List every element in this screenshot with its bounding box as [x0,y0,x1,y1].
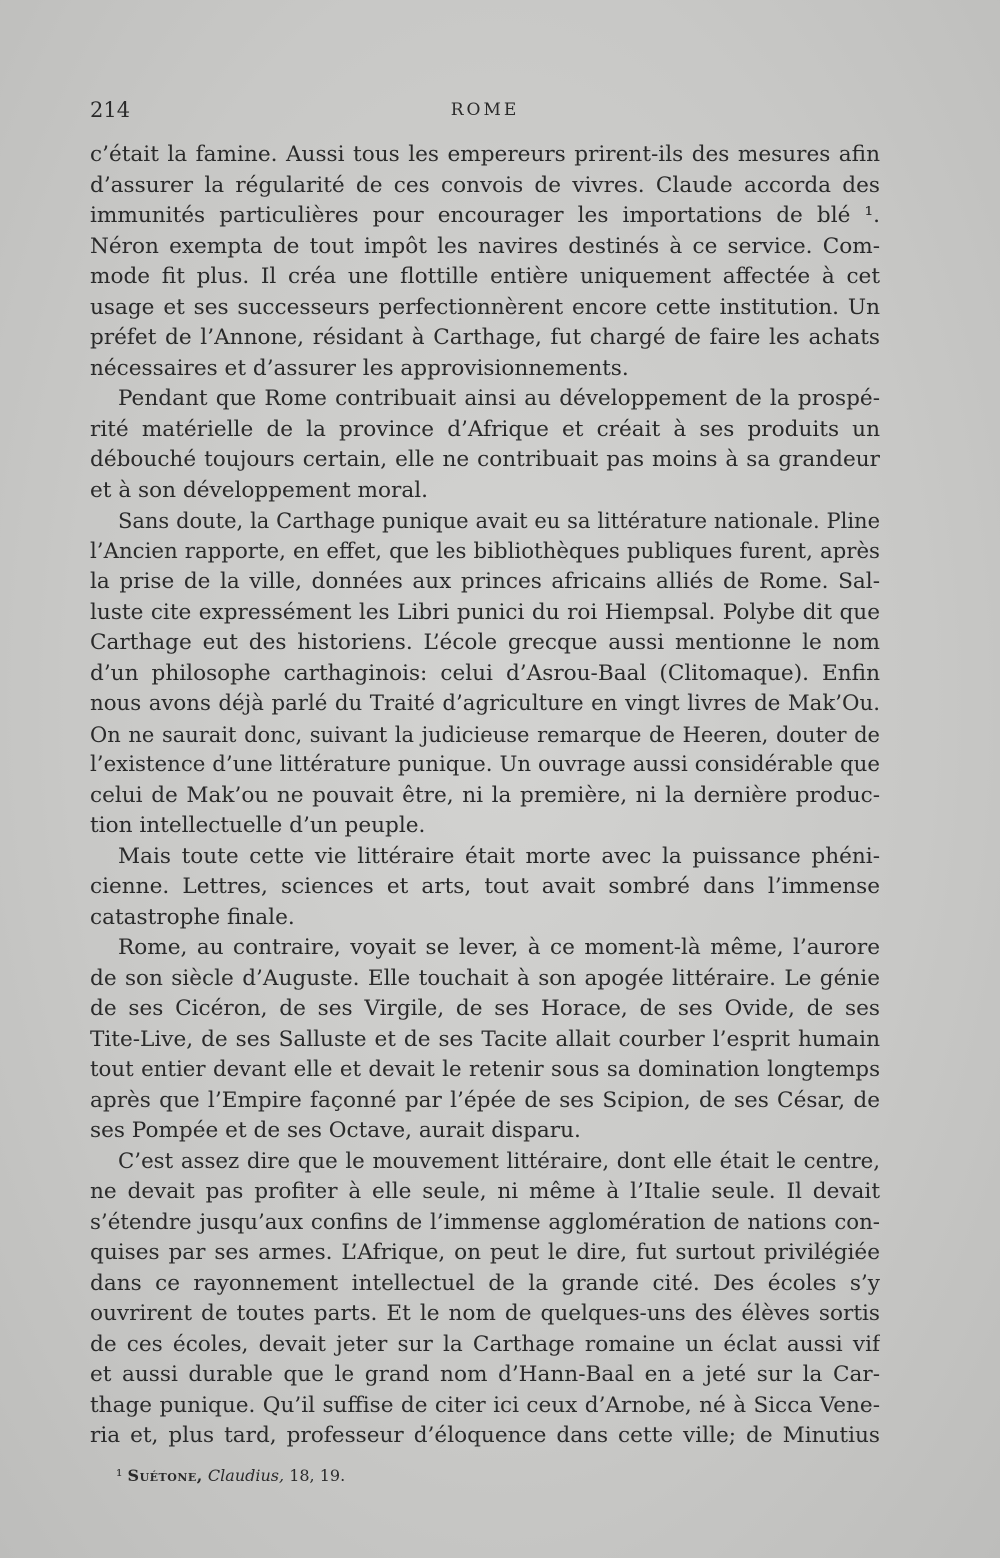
text-line: ses Pompée et de ses Octave, aurait disparu. [90,1118,581,1143]
text-line: usage et ses successeurs perfectionnèrent encore cette institution. Un [90,294,880,320]
text-line: Mais toute cette vie littéraire était morte avec la puissance phéni- [118,843,880,869]
text-line: catastrophe finale. [90,904,295,930]
running-title: ROME [450,100,520,120]
text-line: rité matérielle de la province d’Afrique et créait à ses produits un [90,416,880,442]
text-line: après que l’Empire façonné par l’épée de ses Scipion, de ses César, de [90,1087,880,1113]
text-line: Tite-Live, de ses Salluste et de ses Tacite allait courber l’esprit humain [90,1026,880,1052]
text-line: la prise de la ville, données aux princes africains alliés de Rome. Sal- [90,569,880,594]
page-header [90,98,880,128]
text-line: tion intellectuelle d’un peuple. [90,813,426,838]
footnote [116,1466,345,1485]
text-line: Néron exempta de tout impôt les navires destinés à ce service. Com- [90,233,880,259]
text-line: nous avons déjà parlé du Traité d’agriculture en vingt livres de Mak’Ou. [90,691,880,716]
text-line: l’Ancien rapporte, en effet, que les bibliothèques publiques furent, après [90,538,880,564]
text-line: Pendant que Rome contribuait ainsi au développement de la prospé- [118,386,880,411]
text-line: de son siècle d’Auguste. Elle touchait à son apogée littéraire. Le génie [90,965,880,991]
text-line: de ses Cicéron, de ses Virgile, de ses Horace, de ses Ovide, de ses [90,996,880,1021]
body-text [90,140,880,1452]
footnote-reference: 18, 19. [289,1466,346,1485]
text-line: s’étendre jusqu’aux confins de l’immense agglomération de nations con- [90,1209,880,1235]
text-line: de ces écoles, devait jeter sur la Carthage romaine un éclat aussi vif [90,1331,880,1357]
text-line: nécessaires et d’assurer les approvisionnements. [90,355,629,381]
text-line: l’existence d’une littérature punique. Un ouvrage aussi considérable que [90,752,880,777]
text-line: Sans doute, la Carthage punique avait eu sa littérature nationale. Pline [118,509,880,533]
page-number: 214 [90,98,131,122]
text-line: dans ce rayonnement intellectuel de la grande cité. Des écoles s’y [90,1270,880,1296]
text-line: immunités particulières pour encourager les importations de blé ¹. [90,203,880,228]
footnote-marker: ¹ [116,1466,123,1485]
text-line: préfet de l’Annone, résidant à Carthage, fut chargé de faire les achats [90,325,880,350]
text-line: cienne. Lettres, sciences et arts, tout avait sombré dans l’immense [90,874,880,899]
text-line: débouché toujours certain, elle ne contribuait pas moins à sa grandeur [90,447,880,472]
text-line: et aussi durable que le grand nom d’Hann-Baal en a jeté sur la Car- [90,1362,880,1387]
text-line: ouvrirent de toutes parts. Et le nom de quelques-uns des élèves sortis [90,1301,880,1326]
footnote-work: Claudius, [207,1466,285,1485]
footnote-author: Suétone, [127,1466,203,1485]
text-line: et à son développement moral. [90,477,428,503]
text-line: ria et, plus tard, professeur d’éloquence dans cette ville; de Minutius [90,1423,880,1448]
text-line: d’un philosophe carthaginois: celui d’Asrou-Baal (Clitomaque). Enfin [90,660,880,686]
text-line: c’était la famine. Aussi tous les empereurs prirent-ils des mesures afin [90,142,880,167]
text-line: celui de Mak’ou ne pouvait être, ni la première, ni la dernière produc- [90,782,880,808]
text-line: d’assurer la régularité de ces convois de vivres. Claude accorda des [90,172,880,198]
text-line: On ne saurait donc, suivant la judicieuse remarque de Heeren, douter de [90,722,880,747]
text-line: tout entier devant elle et devait le retenir sous sa domination longtemps [90,1057,880,1082]
text-line: thage punique. Qu’il suffise de citer ici ceux d’Arnobe, né à Sicca Vene- [90,1392,880,1418]
text-line: ne devait pas profiter à elle seule, ni même à l’Italie seule. Il devait [90,1179,880,1204]
text-line: luste cite expressément les Libri punici du roi Hiempsal. Polybe dit que [90,599,880,625]
text-line: quises par ses armes. L’Afrique, on peut le dire, fut surtout privilégiée [90,1240,880,1265]
text-line: Rome, au contraire, voyait se lever, à ce moment-là même, l’aurore [118,935,880,960]
text-line: mode fit plus. Il créa une flottille entière uniquement affectée à cet [90,264,880,289]
text-line: Carthage eut des historiens. L’école grecque aussi mentionne le nom [90,630,880,655]
text-line: C’est assez dire que le mouvement littéraire, dont elle était le centre, [118,1148,880,1174]
